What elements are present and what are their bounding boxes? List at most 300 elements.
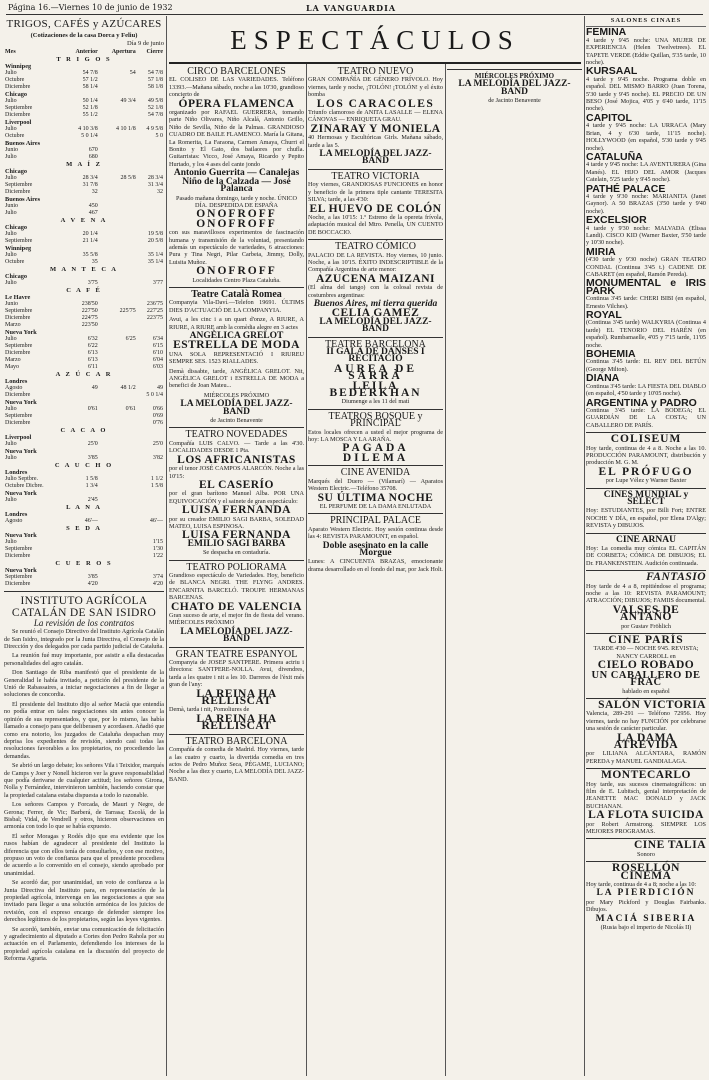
espectaculos-title: ESPECTÁCULOS — [169, 18, 581, 64]
market-section-title: C A U C H O — [54, 461, 114, 469]
market-apertura — [99, 259, 137, 266]
market-section-title: C A F É — [66, 286, 102, 294]
espanyol-title: GRAN TEATRE ESPANYOL — [175, 648, 298, 660]
market-cierre: 0'66 — [152, 405, 163, 412]
market-anterior: 1 5/8 — [85, 475, 98, 482]
market-row — [4, 336, 164, 343]
espanyol-show: LA REINA HA RELLISCAT — [196, 687, 277, 708]
novedades-text: por su creador EMILIO SAGI BARBA, SOLEDAD MATEO, LUISA ESPINOSA. — [169, 515, 304, 530]
cine-text: Continua 3'45 tarde: CHERI BIBI (en español, Ernesto Vilches). — [586, 295, 706, 310]
more-shows: MIÉRCOLES PRÓXIMO — [474, 72, 555, 80]
victoria-cine-title: SALÓN VICTORIA — [598, 698, 706, 711]
column-divider — [445, 64, 446, 1076]
market-apertura — [99, 441, 137, 448]
market-anterior: 6'32 — [87, 335, 98, 342]
col-anterior: Anterior — [75, 48, 98, 55]
barcelona2-line: II GALA DE DANSES I RECITACIÓ — [326, 347, 425, 365]
barcelona1-title: TEATRO BARCELONA — [185, 735, 288, 747]
market-city: Nueva York — [5, 489, 37, 497]
market-cierre: 1 1/2 — [150, 475, 163, 482]
nuevo-show: ZINARAY Y MONIELA — [310, 122, 441, 135]
market-city: Nueva York — [5, 328, 37, 336]
market-cierre: 57 1/8 — [147, 76, 163, 83]
market-apertura — [99, 581, 137, 588]
market-cierre: 223'75 — [146, 314, 163, 321]
column-divider — [166, 16, 167, 1076]
market-apertura — [99, 77, 137, 84]
market-apertura — [99, 476, 137, 483]
market-row — [4, 539, 164, 546]
market-row — [4, 315, 164, 322]
paris-show: UN CABALLERO DE FRAC — [591, 669, 701, 689]
market-month: Septiembre — [5, 307, 33, 314]
circo-text: Pasado mañana domingo, tarde y noche. ÚNICO DÍA. DESPEDIDA DE ESPAÑA — [176, 194, 297, 209]
instituto-paragraph: Se abrió un largo debate; los señores Vila i Teixidor, marqués de Camps y Joer y Nonell hicieron ver la grave responsabilidad que podía derivarse de cualquier actitud; los señores Girona, Nolla y Fernández, intervinieron también, haciendo constar que la propiedad catalana estaba dispuesta a todo lo razonable. — [4, 762, 164, 799]
market-month: Junio — [5, 202, 19, 209]
instituto-paragraph: Don Santiago de Riba manifestó que el presidente de la Generalidad le había invitado, a petición del presidente de la Unió de Rabassaires, a iniciar negociaciones a fin de llegar a soluciones de concordia. — [4, 669, 164, 699]
market-anterior: 6'11 — [87, 363, 98, 370]
barcelona2-line: LEILA BEDERKHAN — [329, 379, 422, 400]
market-apertura — [99, 392, 137, 399]
cine-text: (Continua 3'45 tarde) WALKYRIA (Continua 4 tarde) EL TENORIO DEL HARÉN (en español). Rumbamaelle, 4'05 y 7'15 tarde, 11'05 noche. — [586, 319, 706, 349]
market-apertura — [99, 301, 137, 308]
instituto-paragraph: Los señores Campos y Forcada, de Mauri y Negre, de Gerona; Ferrer, de Vic; Barberá, de Tarrasa; Escolá, de la Bisbal; Vidal, de Vendrell y otros, hicieron observaciones en armonía con todo lo que se había expuesto. — [4, 801, 164, 831]
market-cierre — [137, 154, 164, 161]
market-month: Septiembre — [5, 181, 33, 188]
cine-text: 4 tarde y 9'45 noche. Programa doble en español. DEL MISMO BARRO (Juan Torena, 5'30 tarde y 9'45 noche). EL PRECIO DE UN BESO (José Mojica, 4'05 y 6'40 tarde, 11'15 noche). — [586, 75, 706, 113]
market-apertura: 225'75 — [119, 307, 136, 314]
market-apertura — [99, 238, 137, 245]
market-row — [4, 133, 164, 140]
novedades-text: por el gran barítono Manuel Alba. POR UNA EQUIVOCACIÓN y el sainete de gran espectáculo: — [169, 490, 304, 505]
market-section-title: L A N A — [66, 503, 102, 511]
market-apertura — [99, 322, 137, 329]
market-month: Agosto — [5, 384, 23, 391]
market-apertura — [99, 343, 137, 350]
barcelona2-title: TEATRE BARCELONA — [325, 338, 426, 350]
market-apertura — [99, 455, 137, 462]
market-city: Chicago — [5, 223, 28, 231]
cine-title: EXCELSIOR — [586, 214, 647, 227]
circo-names: Antonio Guerrita — Canalejas — [173, 168, 300, 179]
market-anterior: 5 0 1/4 — [81, 132, 98, 139]
market-month: Junio — [5, 300, 19, 307]
cine-title: BOHEMIA — [586, 348, 636, 361]
avenida-text: EL PERFUME DE LA DAMA ENLUTADA — [319, 502, 432, 510]
fantasio-show: VALSES DE ANTAÑO — [612, 603, 680, 624]
catala-text: MIÉRCOLES PRÓXIMO — [203, 391, 270, 399]
market-city: Liverpool — [5, 118, 32, 126]
market-anterior — [63, 546, 98, 553]
market-month: Julio — [5, 209, 17, 216]
market-cierre: 236'75 — [146, 300, 163, 307]
cine-title: MIRIA — [586, 245, 616, 258]
market-row — [4, 553, 164, 560]
market-cierre: 54 7/8 — [147, 111, 163, 118]
nuevo-text: Triunfo clamoroso de ANITA LASALLE — ELENA CÁNOVAS — ENRIQUETA GRAU. — [308, 109, 443, 124]
market-apertura — [99, 413, 137, 420]
market-row — [4, 546, 164, 553]
market-month: Julio Septbre. — [5, 475, 38, 482]
market-month: Agosto — [5, 517, 23, 524]
market-city: Chicago — [5, 167, 28, 175]
market-month: Diciembre — [5, 111, 31, 118]
market-cierre: 46'— — [149, 517, 163, 524]
market-row — [4, 203, 164, 210]
instituto-paragraph: Se acordó dar, por unanimidad, un voto de confianza a la Junta Directiva del Instituto para, en representación de la propiedad agrícola, intervenga en las negociaciones a que sea invitado para llegar a una solución armónica de los juicios de revisión, con el expreso encargo de defender siempre los derechos legítimos de los propietarios, según las leyes vigentes. — [4, 879, 164, 924]
market-city: Nueva York — [5, 398, 37, 406]
market-anterior: 3'85 — [87, 573, 98, 580]
market-apertura — [99, 133, 137, 140]
market-row — [4, 406, 164, 413]
market-month: Septiembre — [5, 237, 33, 244]
market-month: Diciembre — [5, 580, 31, 587]
market-city: Winnipeg — [5, 244, 32, 252]
avenida-title: CINE AVENIDA — [340, 467, 411, 479]
rosellon-show: LA PIERDICIÓN — [596, 888, 696, 899]
market-apertura — [99, 147, 137, 154]
novedades-show: LOS AFRICANISTAS — [177, 453, 296, 466]
market-row — [4, 84, 164, 91]
market-anterior: 670 — [88, 146, 98, 153]
market-row — [4, 147, 164, 154]
market-cierre: 6'34 — [152, 335, 163, 342]
montecarlo-text: Hoy tarde, sus sucesos cinematográficos: un film de E. Lubitsch, genial interpretación de JEANETTE MAC DONALD y JACK BUCHANAN. — [586, 780, 706, 810]
market-cierre: 6'10 — [152, 349, 163, 356]
market-cierre: 28 3/4 — [147, 174, 163, 181]
novedades-show: LUISA FERNANDA — [182, 504, 291, 517]
fantasio-sub: por Gustav Fröhlich — [621, 622, 671, 630]
market-cierre: 49 5/8 — [147, 97, 163, 104]
market-month: Diciembre — [5, 188, 31, 195]
circo-onofroff: ONOFROFF — [196, 208, 277, 221]
barcelona2-text: Diumenge a les 11 del matí — [341, 398, 410, 406]
market-city: Chicago — [5, 90, 28, 98]
market-anterior: 50 1/4 — [82, 97, 98, 104]
cine-text: 4 tarde y 9'30 noche: MARIANITA (Janet Gaynor). A 50 BRAZAS (3'50 tarde y 9'40 noche). — [586, 192, 706, 215]
market-apertura: 49 3/4 — [120, 97, 136, 104]
cine-title: DIANA — [586, 372, 620, 385]
market-row — [4, 77, 164, 84]
mundial-title: CINES MUNDIAL y SELECT — [603, 489, 689, 507]
market-anterior: 6'13 — [87, 356, 98, 363]
circo-text: EL COLISEO DE LAS VARIEDADES. Teléfono 13393.—Mañana sábado, noche a las 10'30, grandioso concierto de — [169, 76, 304, 99]
instituto-title: INSTITUTO AGRÍCOLA CATALÁN DE SAN ISIDRO — [11, 594, 157, 619]
rosellon-text: Hoy tarde, continua de 4 a 8; noche a las 10: — [586, 881, 697, 889]
market-cierre: 227'25 — [146, 307, 163, 314]
market-apertura — [99, 84, 137, 91]
market-section-title: S E D A — [66, 524, 102, 532]
market-cierre: 35 1/4 — [147, 251, 163, 258]
victoria-cine-text: Valencia, 289-291 — Teléfono 72956. Hoy viernes, tarde no hay FUNCIÓN por celebrarse una sesión de carácter particular. — [586, 710, 706, 733]
catala-text: Avui, a les cinc i a un quart d'onze, A RIURE, A RIURE, A RIURE amb la comèdia alegre en 3 actes — [169, 316, 304, 331]
market-cierre: 25'0 — [152, 440, 163, 447]
circo-text: con sus maravillosos experimentos de fascinación humana y transmisión de la voluntad, presentando además un espectáculo de variedades, 6 atracciones: Pura y Tina Negri, Pilar Carbeia, Jimmy, Dolly, Luisita Muñoz. — [169, 229, 304, 266]
market-anterior: 224'75 — [81, 314, 98, 321]
market-row — [4, 238, 164, 245]
more-shows: LA MELODÍA DEL JAZZ-BAND — [458, 79, 571, 97]
market-row — [4, 343, 164, 350]
market-month: Septiembre — [5, 104, 33, 111]
market-anterior: 680 — [88, 153, 98, 160]
market-apertura — [99, 420, 137, 427]
market-city: Nueva York — [5, 447, 37, 455]
market-city: Winnipeg — [5, 62, 32, 70]
bosque-show: PAGADA — [342, 442, 409, 455]
arnau-text: Hoy: La comedia muy cómica EL CAPITÁN DE CORBETA; CÓMICA DE DIBUJOS; EL Dr. FRANKENSTEIN. Audición continuada. — [586, 545, 706, 567]
market-month: Septiembre — [5, 545, 33, 552]
market-row — [4, 231, 164, 238]
market-city: Nueva York — [5, 531, 37, 539]
market-anterior: 6'22 — [87, 342, 98, 349]
market-month: Diciembre — [5, 83, 31, 90]
espanyol-show: LA REINA HA RELLISCAT — [196, 712, 277, 733]
victoria-title: TEATRO VICTORIA — [331, 170, 420, 182]
comico-title: TEATRO CÓMICO — [335, 241, 416, 253]
arnau-title: CINE ARNAU — [616, 534, 676, 545]
market-anterior: 49 — [91, 384, 98, 391]
market-month: Julio — [5, 496, 17, 503]
market-cierre: 6'03 — [152, 363, 163, 370]
market-anterior: 21 1/4 — [82, 237, 98, 244]
talia-title: CINE TALIA — [634, 839, 706, 852]
comico-show: Buenos Aires, mi tierra querida — [313, 298, 438, 309]
market-section-title: C U E R O S — [55, 559, 113, 567]
cine-title: FEMINA — [586, 26, 627, 39]
page-header — [6, 2, 703, 15]
market-anterior: 223'50 — [81, 321, 98, 328]
comico-text: PALACIO DE LA REVISTA. Hoy viernes, 10 junio. Noche, a las 10'15. ÉXITO INDESCRIPTIBLE de la Compañía Argentina de arte menor: — [308, 251, 443, 274]
cines-header: SALONES CINAES — [610, 17, 682, 24]
comico-show: LA MELODÍA DEL JAZZ-BAND — [319, 316, 432, 335]
market-cierre — [137, 210, 164, 217]
market-month: Octubre — [5, 258, 25, 265]
market-cierre: 32 — [157, 188, 163, 195]
avenida-show: SU ÚLTIMA NOCHE — [317, 491, 434, 504]
market-section-title: A Z Ú C A R — [55, 370, 113, 378]
market-anterior: 28 3/4 — [82, 174, 98, 181]
fantasio-text: Hoy tarde de 4 a 8, repitiéndose el programa; noche a las 10: REVISTA PARAMOUNT; ATRACCIÓN; DIBUJOS; FAMIIS documental. — [586, 582, 706, 605]
montecarlo-title: MONTECARLO — [601, 769, 691, 782]
market-apertura — [99, 483, 137, 490]
market-anterior: 467 — [88, 209, 98, 216]
market-row — [4, 574, 164, 581]
comico-show: AZUCENA MAIZANI — [316, 272, 435, 285]
market-cierre: 6'15 — [152, 342, 163, 349]
market-row — [4, 483, 164, 490]
circo-title: CIRCO BARCELONÉS — [187, 66, 286, 77]
cine-text: Continua 3'45 tarde: LA FIESTA DEL DIABLO (en español, 4'50 tarde y 10'05 noche). — [586, 382, 706, 398]
mundial-text: Hoy: ESTUDIANTES, por Billi Fort; ENTRE NOCHE Y DÍA, en español, por Elena D'Algy; REVISTA y DIBUJOS. — [586, 507, 706, 530]
market-cierre: 52 1/8 — [147, 104, 163, 111]
column-divider — [306, 64, 307, 1076]
market-month: Diciembre — [5, 419, 31, 426]
market-cierre: 5 0 1/4 — [146, 391, 163, 398]
market-anterior — [63, 392, 98, 399]
market-apertura — [99, 364, 137, 371]
market-row — [4, 581, 164, 588]
market-apertura: 0'61 — [125, 405, 136, 412]
market-anterior: 227'50 — [81, 307, 98, 314]
cines-column — [586, 16, 706, 1076]
market-cierre: 0'76 — [152, 419, 163, 426]
market-month: Septiembre — [5, 573, 33, 580]
market-city: Londres — [5, 377, 28, 385]
market-row — [4, 70, 164, 77]
market-subtitle: (Cotizaciones de la casa Dorca y Feliu) — [30, 32, 138, 39]
cine-title: CATALUÑA — [586, 150, 643, 163]
market-row — [4, 280, 164, 287]
market-anterior: 25'0 — [87, 440, 98, 447]
comico-show: CELIA GAMEZ — [331, 307, 420, 320]
market-cierre — [137, 497, 164, 504]
market-apertura: 54 — [129, 69, 136, 76]
bosque-text: Estos locales ofrecen a usted el mejor programa de hoy: LA MOSCA Y LA ARAÑA. — [308, 428, 443, 444]
market-cierre: 1 5/8 — [150, 482, 163, 489]
market-row — [4, 154, 164, 161]
market-month: Julio — [5, 538, 17, 545]
market-anterior: 6'13 — [87, 349, 98, 356]
market-row — [4, 189, 164, 196]
poliorama-text: Gran suceso de arte, el mejor fin de fiesta del verano. MIÉRCOLES PRÓXIMO — [169, 612, 304, 627]
market-month: Diciembre — [5, 391, 31, 398]
poliorama-text: Grandioso espectáculo de Variedades. Hoy, beneficio de BLANCA NEGRI. THE FLYNG ANDRES. ENCARNITA BARCELÓ. TROUPE HERMANAS BARCENAS. — [169, 571, 304, 602]
espanyol-text: Demà, tarda i nit, Pomoliures de — [169, 706, 250, 714]
market-anterior — [63, 420, 98, 427]
cine-text: 4 tarde y 9'45 noche: UNA MUJER DE EXPERIENCIA (Helen Twelvetrees). EL TAPETE VERDE (Eddie Quillan, 5'35 tarde, 10 noche). — [586, 36, 706, 67]
market-month: Julio — [5, 279, 17, 286]
market-month: Mayo — [5, 363, 19, 370]
market-apertura — [99, 280, 137, 287]
market-anterior: 35 5/8 — [82, 251, 98, 258]
market-city: Nueva York — [5, 566, 37, 574]
market-month: Octubre Dicbre. — [5, 482, 44, 489]
coliseum-sub: por Lupe Vélez y Warner Baxter — [605, 477, 687, 485]
market-table — [4, 49, 164, 588]
catala-text: UNA SOLA REPRESENTACIÓ I RIUREU SEMPRE SES. 1523 RIALLADES. — [169, 350, 304, 366]
market-apertura: 6'25 — [125, 335, 136, 342]
market-title: TRIGOS, CAFÉS y AZÚCARES — [6, 18, 162, 30]
market-apertura — [99, 154, 137, 161]
espectaculos-column-1 — [169, 66, 304, 1076]
market-row — [4, 210, 164, 217]
instituto-subtitle: La revisión de los contratos — [33, 617, 135, 628]
market-cierre — [137, 322, 164, 329]
market-section-title: C A C A O — [60, 426, 108, 434]
bosque-title: TEATROS BOSQUE y PRINCIPAL — [328, 410, 423, 430]
instituto-paragraph: Se acordó, también, enviar una comunicación de felicitación y agradecimiento al diputado a Cortes don Pedro Rahola por su actuación en el Parlamento, defendiendo los intereses de la propiedad agrícola catalana en la discusión del proyecto de Reforma Agraria. — [4, 925, 164, 963]
espanyol-text: Companyia de JOSEP SANTPERE. Primera actriu i directora: SANTPERE-NOLLA. Avui, divendres, tarda a les quatre i nit a les 10. Darreres de l'èxit més gran de l'any: — [169, 659, 304, 689]
market-month: Julio — [5, 335, 17, 342]
cine-text: (4'30 tarde y 9'30 noche) GRAN TEATRO CONDAL (Continua 3'45 t.) CADENE DE CABARET (en español, Ramón Pereda). — [586, 256, 706, 278]
market-cierre: 58 1/8 — [147, 83, 163, 90]
market-city: Chicago — [5, 272, 28, 280]
principal-text: Aparato Western Electric. Hoy sesión continua desde las 4: REVISTA PARAMOUNT, en español. — [308, 525, 443, 541]
cine-title: CAPITOL — [586, 111, 632, 124]
novedades-title: TEATRO NOVEDADES — [185, 429, 288, 441]
cine-text: Continua 3'45 tarde: LA BODEGA; EL GUARDIÁN DE LA COSTA; UN CABALLERO DE PARÍS. — [586, 406, 706, 429]
market-apertura — [99, 553, 137, 560]
circo-onofroff: ONOFROFF — [196, 265, 277, 278]
market-anterior: 450 — [88, 202, 98, 209]
market-apertura — [99, 539, 137, 546]
espectaculos-column-2 — [308, 66, 443, 1076]
rosellon-title: ROSELLÓN CINEMA — [612, 862, 680, 882]
market-anterior — [63, 553, 98, 560]
cine-title: MONUMENTAL e IRIS PARK — [586, 277, 706, 297]
market-apertura — [99, 252, 137, 259]
market-anterior: 55 1/2 — [82, 111, 98, 118]
market-apertura — [99, 182, 137, 189]
catala-text: de Jacinto Benavente — [210, 417, 263, 425]
cine-text: 4 tarde y 9'45 noche: LA URRACA (Mary Brian, 4 y 6'30 tarde, 11'15 noche). HOLLYWOOD (en español, 5'30 tarde y 9'45 noche). — [586, 122, 706, 152]
barcelona1-text: Compañía de comedia de Madrid. Hoy viernes, tarde a las cuatro y cuarto, la divertida comedia en tres actos de Pedro Muñoz Seca, PÉGAME, LUCIANO; Noche a las diez y cuarto, LA MELODÍA DEL JAZZ-BAND. — [169, 746, 304, 783]
market-city: Londres — [5, 510, 28, 518]
market-cierre: 35 1/4 — [147, 258, 163, 265]
market-row — [4, 413, 164, 420]
circo-names: Niño de la Calzada — José Palanca — [182, 176, 291, 195]
rosellon-show: MACIÁ SIBERIA — [595, 913, 697, 924]
avenida-text: Marqués del Duero — (Vilamarí) — Aparatos Western Electric.—Teléfono 35708. — [308, 477, 443, 493]
market-anterior: 0'61 — [87, 405, 98, 412]
market-row — [4, 308, 164, 315]
principal-title: PRINCIPAL PALACE — [330, 515, 421, 527]
col-mes: Mes — [5, 48, 16, 55]
circo-onofroff: ONOFROFF — [196, 217, 277, 230]
nuevo-text: 40 Hermosas y Escultóricas Girls. Mañana sábado, tarde a las 5. — [308, 134, 443, 149]
market-row — [4, 112, 164, 119]
talia-text: Sonoro — [637, 850, 655, 858]
market-cierre: 4'20 — [152, 580, 163, 587]
paris-show: CIELO ROBADO — [597, 659, 695, 672]
fantasio-title: FANTASIO — [646, 571, 706, 584]
market-month: Marzo — [5, 321, 21, 328]
col-apertura: Apertura — [111, 48, 136, 55]
poliorama-show: LA MELODÍA DEL JAZZ-BAND — [180, 626, 293, 645]
market-apertura — [99, 518, 137, 525]
market-anterior: 238'50 — [81, 300, 98, 307]
market-cierre: 19 5/8 — [147, 230, 163, 237]
market-city: Londres — [5, 468, 28, 476]
catala-text: Companyia Vila-Daví.—Telefon 19691. ÚLTIMS DIES D'ACTUACIÓ DE LA COMPANYIA. — [169, 299, 304, 314]
market-row — [4, 497, 164, 504]
circo-text: Localidades Centro Plaza Cataluña. — [192, 276, 281, 284]
market-month: Julio — [5, 153, 17, 160]
comico-text: (El alma del tango) con la colosal revista de costumbres argentinas: — [308, 284, 443, 299]
market-month: Julio — [5, 230, 17, 237]
market-city: Buenos Aires — [5, 195, 41, 203]
espectaculos-column-3 — [447, 66, 582, 1076]
market-row — [4, 126, 164, 133]
page-date: Página 16.—Viernes 10 de junio de 1932 — [8, 3, 173, 12]
instituto-paragraph: El presidente del Instituto dijo al señor Macià que entendía no podía entrar en tales negociaciones sin antes conocer la opinión de sus representados, y que, por lo mismo, las había llamado a consejo para que deliberasen y acordasen. Añadió que como era notorio, los juzgados de Cataluña despachan muy deprisa los expedientes de revisión, siendo casi todas las resoluciones favorables a los propietarios, no procediendo las demandas. — [4, 700, 164, 760]
novedades-show: LUISA FERNANDA — [182, 529, 291, 542]
market-month: Septiembre — [5, 412, 33, 419]
market-apertura: 28 5/8 — [120, 174, 136, 181]
market-month: Julio — [5, 251, 17, 258]
nuevo-title: TEATRO NUEVO — [337, 66, 414, 77]
market-anterior: 52 1/8 — [82, 104, 98, 111]
market-month: Julio — [5, 69, 17, 76]
poliorama-title: TEATRO POLIORAMA — [186, 561, 287, 573]
more-shows: de Jacinto Benavente — [488, 97, 541, 105]
market-apertura: 4 10 1/8 — [116, 125, 136, 132]
cine-title: PATHÉ PALACE — [586, 182, 666, 195]
market-anterior: 32 — [91, 188, 98, 195]
market-row — [4, 392, 164, 399]
catala-text: Demà dissabte, tarde, ANGÈLICA GRELOT. Nit, ANGÈLICA GRELOT i ESTRELLA DE MODA a benefici de Joan Mateu... — [169, 367, 304, 390]
market-apertura — [99, 112, 137, 119]
